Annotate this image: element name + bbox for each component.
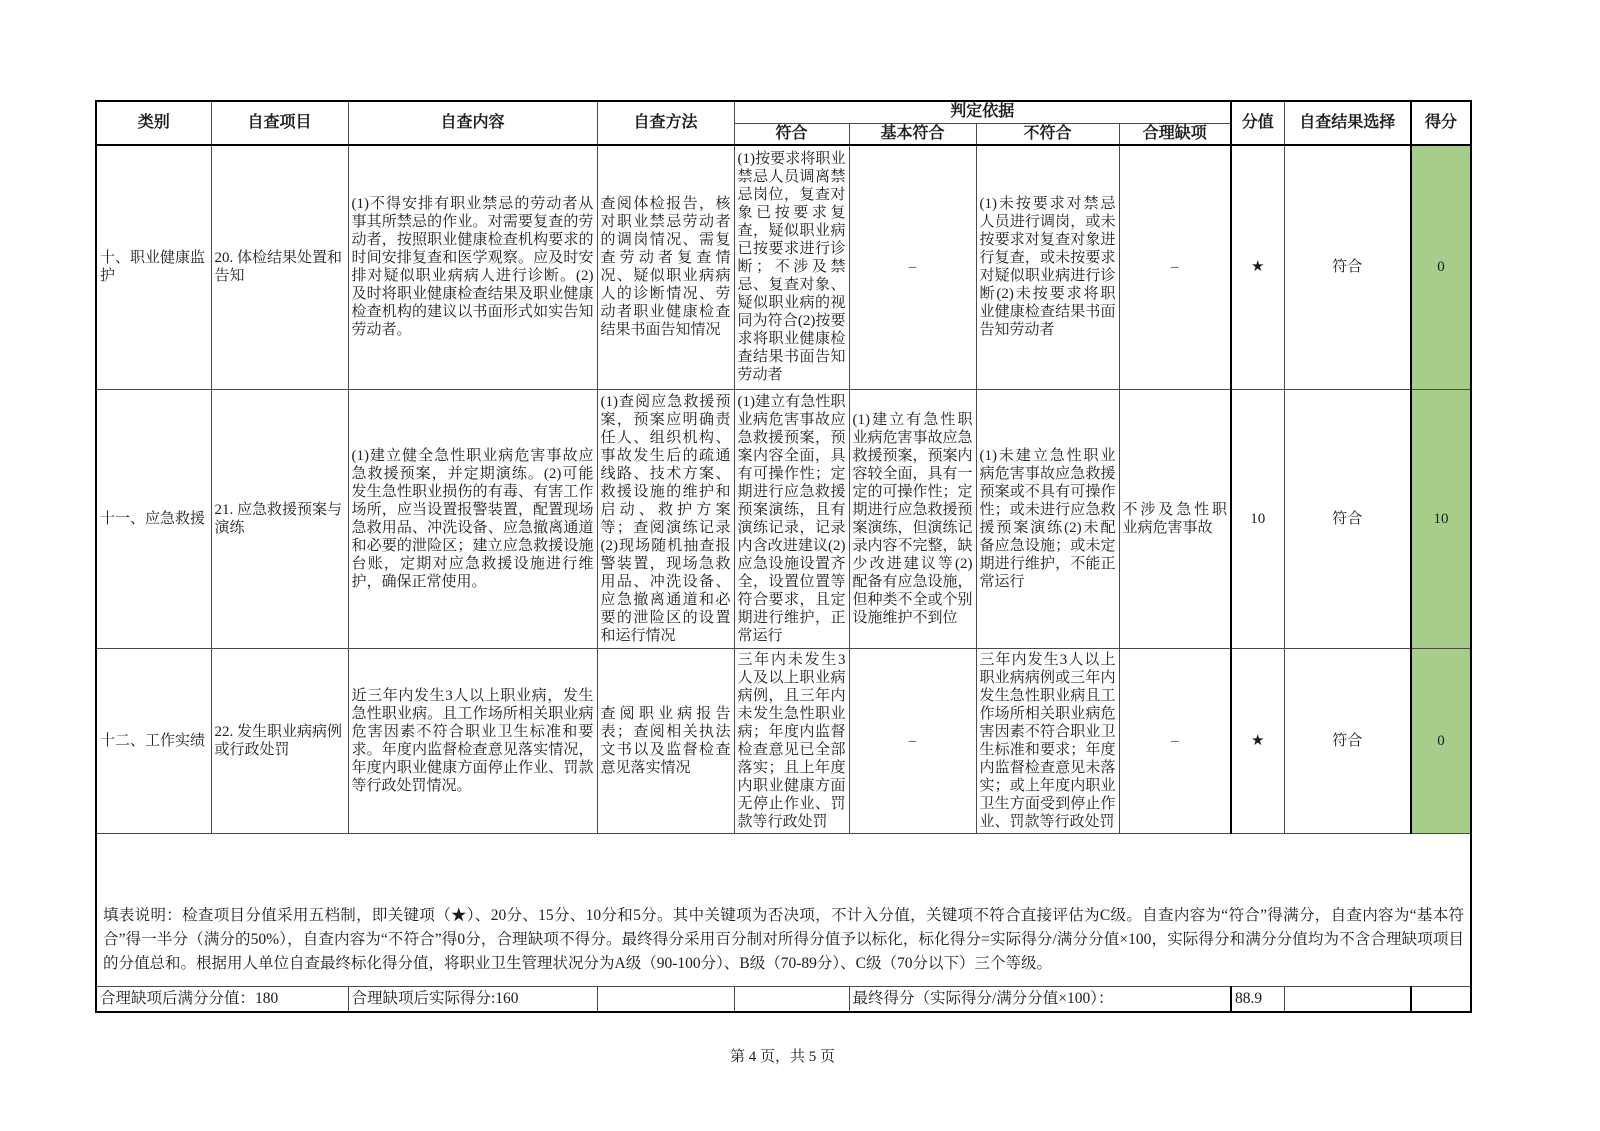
header-score-value: 分值 xyxy=(1231,101,1284,145)
summary-row xyxy=(96,987,1471,1012)
cell-item: 21. 应急救援预案与演练 xyxy=(211,390,348,649)
cell-score-value: ★ xyxy=(1231,145,1284,390)
cell-basic-compliant: (1)建立有急性职业病危害事故应急救援预案，预案内容较全面，具有一定的可操作性；定期进行应急救援预案演练，但演练记录内容不完整，缺少改进建议等(2)配备有应急设施，但种类不全或个别设施维护不到位 xyxy=(849,390,976,649)
empty-cell xyxy=(734,987,849,1012)
cell-content: (1)建立健全急性职业病危害事故应急救援预案，并定期演练。(2)可能发生急性职业损伤的有毒、有害工作场所，应当设置报警装置，配置现场急救用品、冲洗设备、应急撤离通道和必要的泄险区；建立应急救援设施台账，定期对应急救援设施进行维护，确保正常使用。 xyxy=(348,390,597,649)
cell-category: 十、职业健康监护 xyxy=(96,145,211,390)
cell-basic-compliant: – xyxy=(849,145,976,390)
final-score-label: 最终得分（实际得分/满分分值×100）： xyxy=(849,987,1231,1012)
fill-instructions: 填表说明：检查项目分值采用五档制，即关键项（★）、20分、15分、10分和5分。其中关键项为否决项，不计入分值，关键项不符合直接评估为C级。自查内容为“符合”得满分，自查内容为“基本符合”得一半分（满分的50%），自查内容为“不符合”得0分，合理缺项不得分。最终得分采用百分制对所得分值予以标化，标化得分=实际得分/满分分值×100，实际得分和满分分值均为不含合理缺项项目的分值总和。根据用人单位自查最终标化得分值，将职业卫生管理状况分为A级（90-100分）、B级（70-89分）、C级（70分以下）三个等级。 xyxy=(96,834,1471,987)
cell-method: (1)查阅应急救援预案，预案应明确责任人、组织机构、事故发生后的疏通线路、技术方案、救援设施的维护和启动、救护方案等；查阅演练记录(2)现场随机抽查报警装置，现场急救用品、冲洗设备、应急撤离通道和必要的泄险区的设置和运行情况 xyxy=(597,390,734,649)
table-row xyxy=(96,390,1471,649)
cell-content: (1)不得安排有职业禁忌的劳动者从事其所禁忌的作业。对需要复查的劳动者，按照职业健康检查机构要求的时间安排复查和医学观察。应及时安排对疑似职业病病人进行诊断。(2)及时将职业健康检查结果及职业健康检查机构的建议以书面形式如实告知劳动者。 xyxy=(348,145,597,390)
cell-content: 近三年内发生3人以上职业病，发生急性职业病。且工作场所相关职业病危害因素不符合职业卫生标准和要求。年度内监督检查意见落实情况，年度内职业健康方面停止作业、罚款等行政处罚情况。 xyxy=(348,649,597,834)
cell-compliant: (1)建立有急性职业病危害事故应急救援预案，预案内容全面，具有可操作性；定期进行应急救援预案演练，且有演练记录，记录内含改进建议(2)应急设施设置齐全，设置位置等符合要求，且定期进行维护，正常运行 xyxy=(734,390,849,649)
header-basic-compliant: 基本符合 xyxy=(849,123,976,145)
cell-score-value: ★ xyxy=(1231,649,1284,834)
header-non-compliant: 不符合 xyxy=(976,123,1119,145)
empty-cell xyxy=(597,987,734,1012)
actual-score-after-missing: 合理缺项后实际得分:160 xyxy=(348,987,597,1012)
cell-basic-compliant: – xyxy=(849,649,976,834)
page-number: 第 4 页，共 5 页 xyxy=(729,1049,835,1065)
empty-cell xyxy=(1411,987,1471,1012)
cell-non-compliant: 三年内发生3人以上职业病病例或三年内发生急性职业病且工作场所相关职业病危害因素不符合职业卫生标准和要求；年度内监督检查意见未落实；或上年度内职业卫生方面受到停止作业、罚款等行政处罚 xyxy=(976,649,1119,834)
header-item: 自查项目 xyxy=(211,101,348,145)
cell-non-compliant: (1)未按要求对禁忌人员进行调岗，或未按要求对复查对象进行复查，或未按要求对疑似职业病进行诊断(2)未按要求将职业健康检查结果书面告知劳动者 xyxy=(976,145,1119,390)
cell-score: 0 xyxy=(1411,649,1471,834)
cell-reasonable-missing: 不涉及急性职业病危害事故 xyxy=(1119,390,1231,649)
cell-compliant: 三年内未发生3人及以上职业病病例，且三年内未发生急性职业病；年度内监督检查意见已全部落实；且上年度内职业健康方面无停止作业、罚款等行政处罚 xyxy=(734,649,849,834)
cell-category: 十一、应急救援 xyxy=(96,390,211,649)
table-row xyxy=(96,649,1471,834)
header-compliant: 符合 xyxy=(734,123,849,145)
cell-method: 查阅体检报告，核对职业禁忌劳动者的调岗情况、需复查劳动者复查情况、疑似职业病病人的诊断情况、劳动者职业健康检查结果书面告知情况 xyxy=(597,145,734,390)
header-content: 自查内容 xyxy=(348,101,597,145)
full-score-after-missing: 合理缺项后满分分值：180 xyxy=(96,987,348,1012)
cell-item: 20. 体检结果处置和告知 xyxy=(211,145,348,390)
cell-score: 10 xyxy=(1411,390,1471,649)
cell-reasonable-missing: – xyxy=(1119,649,1231,834)
header-method: 自查方法 xyxy=(597,101,734,145)
table-row xyxy=(96,145,1471,390)
cell-result-select: 符合 xyxy=(1284,649,1411,834)
cell-result-select: 符合 xyxy=(1284,390,1411,649)
cell-reasonable-missing: – xyxy=(1119,145,1231,390)
cell-category: 十二、工作实绩 xyxy=(96,649,211,834)
cell-result-select: 符合 xyxy=(1284,145,1411,390)
header-score: 得分 xyxy=(1411,101,1471,145)
cell-non-compliant: (1)未建立急性职业病危害事故应急救援预案或不具有可操作性；或未进行应急救援预案演练(2)未配备应急设施；或未定期进行维护，不能正常运行 xyxy=(976,390,1119,649)
cell-compliant: (1)按要求将职业禁忌人员调离禁忌岗位，复查对象已按要求复查，疑似职业病已按要求进行诊断；不涉及禁忌、复查对象、疑似职业病的视同为符合(2)按要求将职业健康检查结果书面告知劳动者 xyxy=(734,145,849,390)
table-header xyxy=(96,101,1471,145)
notes-row xyxy=(96,834,1471,987)
cell-item: 22. 发生职业病病例或行政处罚 xyxy=(211,649,348,834)
final-score-value: 88.9 xyxy=(1231,987,1284,1012)
cell-score-value: 10 xyxy=(1231,390,1284,649)
header-reasonable-missing: 合理缺项 xyxy=(1119,123,1231,145)
header-judgment-basis: 判定依据 xyxy=(734,101,1231,123)
header-result-select: 自查结果选择 xyxy=(1284,101,1411,145)
empty-cell xyxy=(1284,987,1411,1012)
self-inspection-table xyxy=(95,100,1472,1013)
cell-score: 0 xyxy=(1411,145,1471,390)
header-category: 类别 xyxy=(96,101,211,145)
cell-method: 查阅职业病报告表；查阅相关执法文书以及监督检查意见落实情况 xyxy=(597,649,734,834)
